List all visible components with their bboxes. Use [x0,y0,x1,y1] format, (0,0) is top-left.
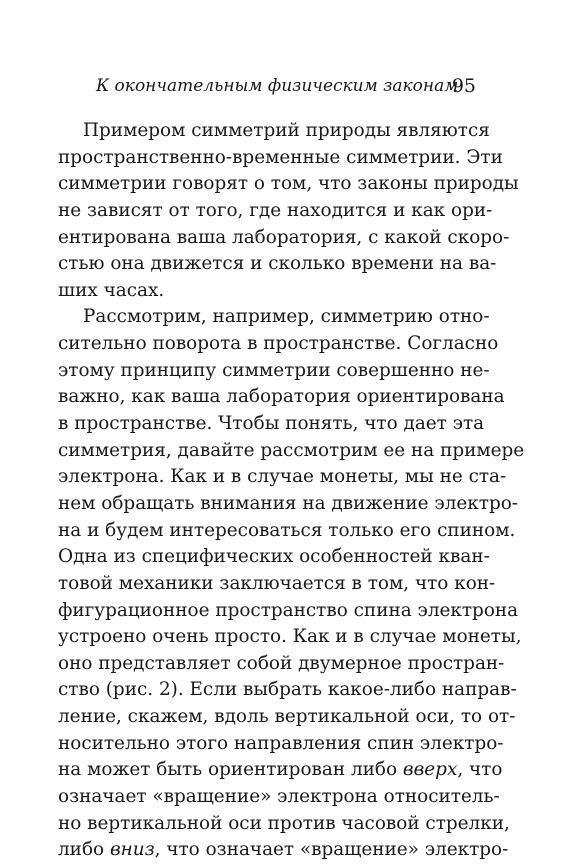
paragraph [58,118,519,304]
text-line: товой механики заключается в том, что кон- [58,572,496,594]
text-line: пространственно-временные симметрии. Эти [58,146,503,168]
text-line: устроено очень просто. Как и в случае монеты, [58,626,522,648]
text-line: не зависят от того, где находится и как ори- [58,199,493,221]
text-line: нем обращать внимания на движение электро- [58,492,519,514]
text-line: Рассмотрим, например, симметрию отно- [83,306,490,328]
text-line: оно представляет собой двумерное простран- [58,652,505,674]
emphasis-text: вниз [109,839,155,861]
running-title: К окончательным физическим законам [96,76,459,96]
text-line [58,837,509,864]
text-line: симметрии говорят о том, что законы природы [58,173,519,195]
text-run: на может быть ориентирован либо [58,759,403,781]
page-number: 95 [451,75,476,97]
text-line: на и будем интересоваться только его спином. [58,519,516,541]
text-run: , что означает «вращение» электро- [154,839,509,861]
text-run: , что [457,759,503,781]
body-text [58,118,525,864]
text-line: сительно поворота в пространстве. Согласно [58,333,499,355]
text-line: важно, как ваша лаборатория ориентирована [58,386,505,408]
text-line: этому принципу симметрии совершенно не- [58,359,490,381]
text-line: ших часах. [58,279,165,301]
text-line: носительно этого направления спин электро- [58,732,504,754]
paragraph [58,304,525,863]
text-line: ство (рис. 2). Если выбрать какое-либо направ- [58,679,517,701]
emphasis-text: вверх [402,759,458,781]
text-line: симметрия, давайте рассмотрим ее на примере [58,439,525,461]
text-line: стью она движется и сколько времени на ва- [58,253,497,275]
text-run: либо [58,839,110,861]
text-line: в пространстве. Чтобы понять, что дает эта [58,413,485,435]
text-line: Примером симметрий природы являются [83,120,490,141]
text-line: электрона. Как и в случае монеты, мы не ста- [58,466,507,488]
text-line: ление, скажем, вдоль вертикальной оси, то от- [58,706,516,728]
text-line: ентирована ваша лаборатория, с какой скоро- [58,226,510,248]
text-line [58,757,503,784]
text-line: фигурационное пространство спина электрона [58,599,519,621]
text-line: Одна из специфических особенностей кван- [58,546,490,568]
text-line: означает «вращение» электрона относитель- [58,786,500,808]
text-line: но вертикальной оси против часовой стрелки, [58,812,510,834]
running-head [96,72,476,100]
